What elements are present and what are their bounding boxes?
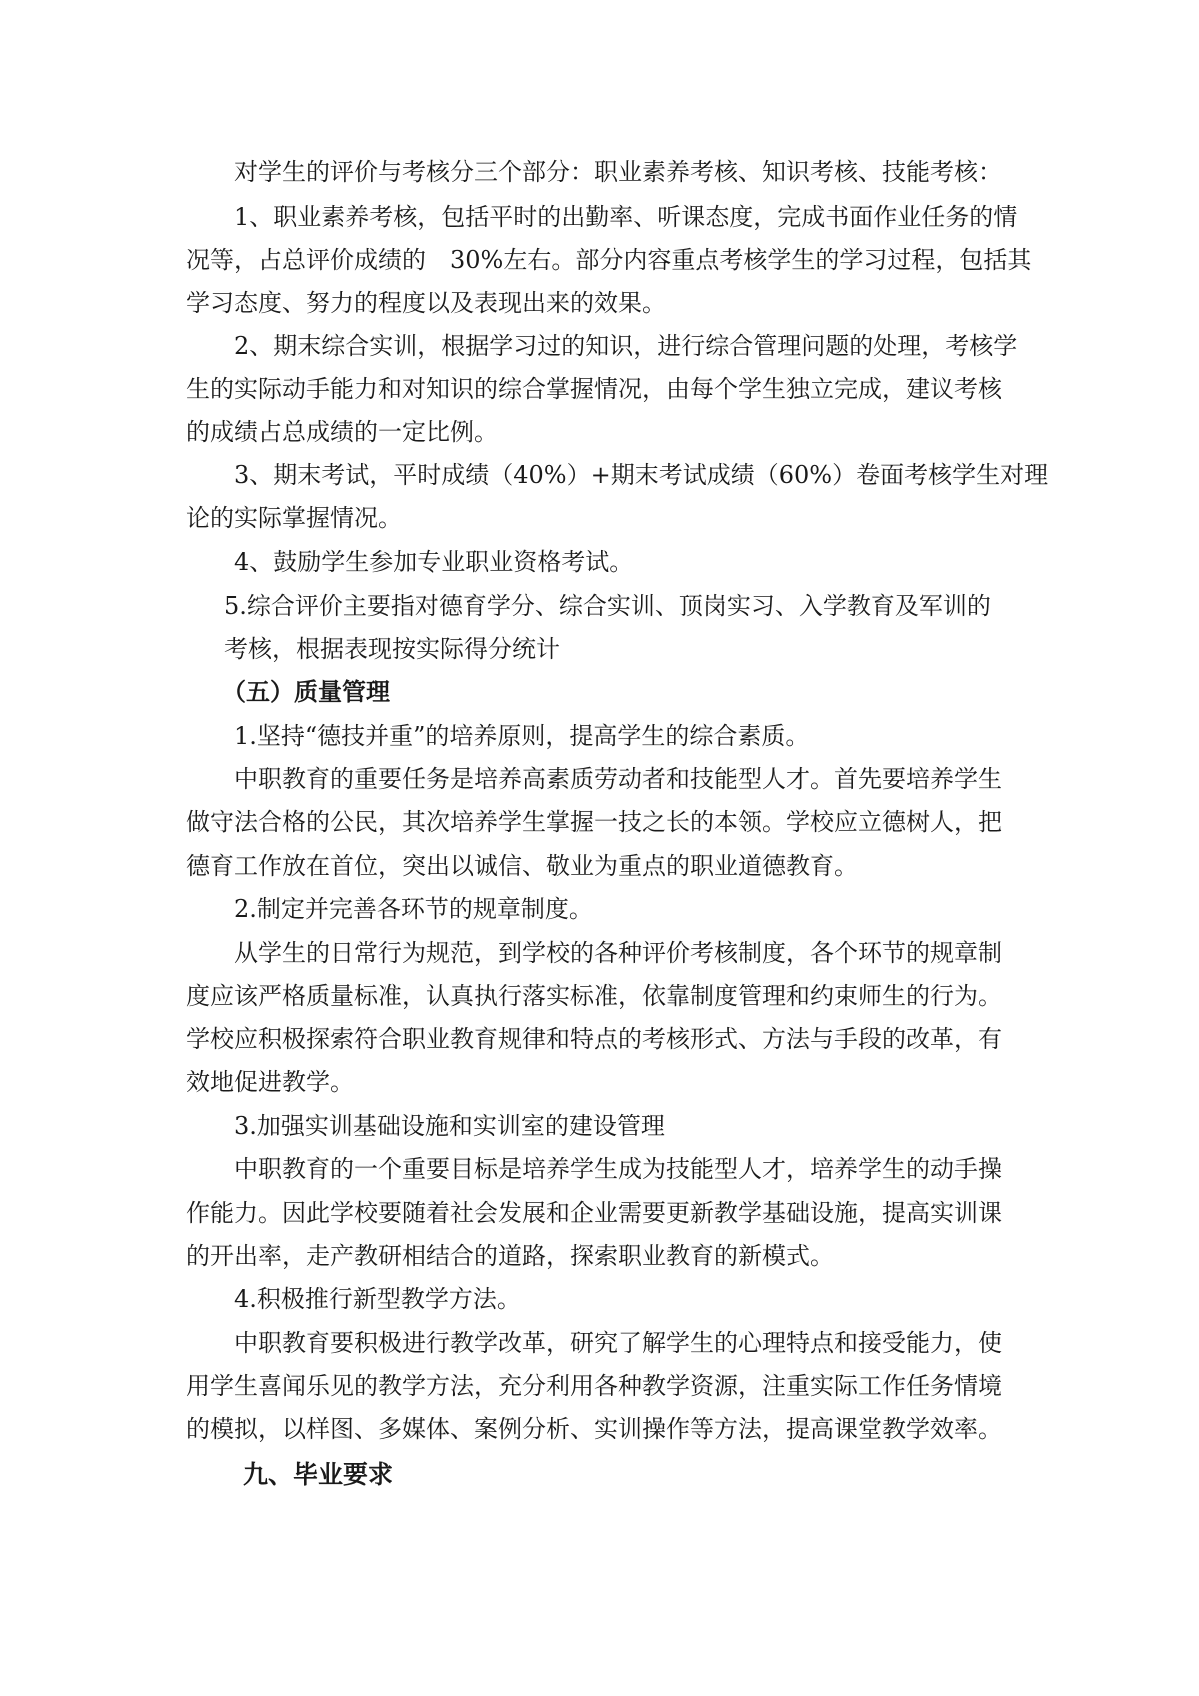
quality-item-3: 3.加强实训基础设施和实训室的建设管理 [234,1112,665,1140]
item-1-line-2: 况等，占总评价成绩的 30%左右。部分内容重点考核学生的学习过程，包括其 [186,246,1032,274]
item-1-line-1: 1、职业素养考核，包括平时的出勤率、听课态度，完成书面作业任务的情 [234,203,1018,231]
quality-para-3-line-2: 作能力。因此学校要随着社会发展和企业需要更新教学基础设施，提高实训课 [186,1199,1002,1227]
item-2-line-2: 生的实际动手能力和对知识的综合掌握情况，由每个学生独立完成，建议考核 [186,375,1002,403]
quality-para-2-line-2: 度应该严格质量标准，认真执行落实标准，依靠制度管理和约束师生的行为。 [186,982,1002,1010]
quality-item-2: 2.制定并完善各环节的规章制度。 [234,895,593,923]
section-heading-graduation: 九、毕业要求 [243,1460,394,1489]
item-4: 4、鼓励学生参加专业职业资格考试。 [234,548,634,576]
quality-para-1-line-2: 做守法合格的公民，其次培养学生掌握一技之长的本领。学校应立德树人，把 [186,808,1002,836]
quality-para-1-line-3: 德育工作放在首位，突出以诚信、敬业为重点的职业道德教育。 [186,852,858,880]
quality-para-2-line-3: 学校应积极探索符合职业教育规律和特点的考核形式、方法与手段的改革，有 [186,1025,1002,1053]
quality-item-1: 1.坚持“德技并重”的培养原则，提高学生的综合素质。 [234,722,810,750]
item-3-line-1: 3、期末考试，平时成绩（40%）+期末考试成绩（60%）卷面考核学生对理 [234,461,1049,489]
quality-para-3-line-1: 中职教育的一个重要目标是培养学生成为技能型人才，培养学生的动手操 [234,1155,1002,1183]
quality-para-2-line-4: 效地促进教学。 [186,1068,354,1096]
quality-para-1-line-1: 中职教育的重要任务是培养高素质劳动者和技能型人才。首先要培养学生 [234,765,1002,793]
quality-para-4-line-2: 用学生喜闻乐见的教学方法，充分利用各种教学资源，注重实际工作任务情境 [186,1372,1002,1400]
quality-item-4: 4.积极推行新型教学方法。 [234,1285,521,1313]
quality-para-3-line-3: 的开出率，走产教研相结合的道路，探索职业教育的新模式。 [186,1242,834,1270]
item-5-line-1: 5.综合评价主要指对德育学分、综合实训、顶岗实习、入学教育及军训的 [224,592,991,620]
item-3-line-2: 论的实际掌握情况。 [186,504,402,532]
paragraph-intro: 对学生的评价与考核分三个部分：职业素养考核、知识考核、技能考核： [234,158,1002,186]
quality-para-4-line-3: 的模拟，以样图、多媒体、案例分析、实训操作等方法，提高课堂教学效率。 [186,1415,1002,1443]
quality-para-2-line-1: 从学生的日常行为规范，到学校的各种评价考核制度，各个环节的规章制 [234,939,1002,967]
section-heading-quality: （五）质量管理 [222,677,390,706]
item-1-line-3: 学习态度、努力的程度以及表现出来的效果。 [186,289,666,317]
item-2-line-3: 的成绩占总成绩的一定比例。 [186,418,498,446]
quality-para-4-line-1: 中职教育要积极进行教学改革，研究了解学生的心理特点和接受能力，使 [234,1329,1002,1357]
item-2-line-1: 2、期末综合实训，根据学习过的知识，进行综合管理问题的处理，考核学 [234,332,1018,360]
item-5-line-2: 考核，根据表现按实际得分统计 [224,635,560,663]
